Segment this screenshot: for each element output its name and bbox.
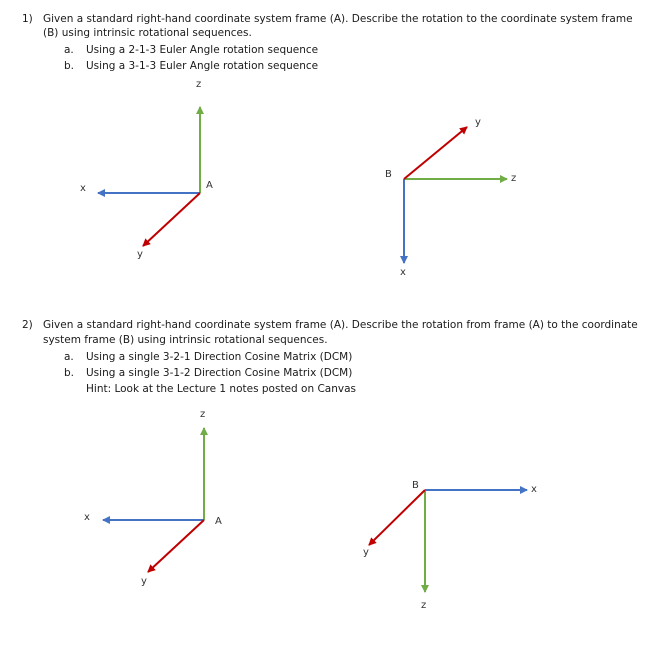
q2-number: 2) (22, 319, 33, 331)
q2-hint: Hint: Look at the Lecture 1 notes posted on Canvas (86, 383, 356, 395)
q2-frame-a-z-label: z (200, 409, 206, 420)
q1-line-2: (B) using intrinsic rotational sequences. (43, 27, 252, 39)
q2-line-2: system frame (B) using intrinsic rotational sequences. (43, 334, 328, 346)
q2-frame-b-x-label: x (531, 484, 537, 495)
q2-line-1: Given a standard right-hand coordinate system frame (A). Describe the rotation from frame (A) to the coordinate (43, 319, 638, 331)
q1-frame-a-y-axis (143, 193, 200, 246)
q1-frame-a-z-label: z (196, 79, 202, 90)
q1-frame-b-x-label: x (400, 267, 406, 278)
q1-item-b-marker: b. (64, 60, 75, 72)
q2-frame-a-x-label: x (84, 512, 90, 523)
q1-item-b-text: Using a 3-1-3 Euler Angle rotation sequence (86, 60, 319, 72)
q1-frame-b-y-axis (404, 127, 467, 179)
q1-number: 1) (22, 13, 33, 25)
q1-line-1: Given a standard right-hand coordinate system frame (A). Describe the rotation to the coordinate system frame (43, 13, 633, 25)
q1-frame-b-y-label: y (475, 117, 481, 128)
q1-frame-a-x-label: x (80, 183, 86, 194)
q2-item-a-text: Using a single 3-2-1 Direction Cosine Matrix (DCM) (86, 351, 353, 363)
q2-item-b-marker: b. (64, 367, 75, 379)
q1-frame-b-z-label: z (511, 173, 517, 184)
q1-item-a-text: Using a 2-1-3 Euler Angle rotation sequence (86, 44, 319, 56)
q2-frame-a (103, 428, 204, 572)
q1-frame-b (404, 127, 507, 263)
q1-frame-a-y-label: y (137, 249, 143, 260)
q2-frame-b-z-label: z (421, 600, 427, 611)
q2-frame-b-name-label: B (412, 480, 419, 491)
q2-frame-a-y-label: y (141, 576, 147, 587)
q2-frame-b-y-axis (369, 490, 425, 545)
q1-item-a-marker: a. (64, 44, 74, 56)
q2-item-b-text: Using a single 3-1-2 Direction Cosine Matrix (DCM) (86, 367, 353, 379)
q2-frame-a-name-label: A (215, 516, 222, 527)
q2-frame-a-y-axis (148, 520, 204, 572)
q2-frame-b-y-label: y (363, 547, 369, 558)
q1-frame-a-name-label: A (206, 180, 213, 191)
q1-frame-a (98, 107, 200, 246)
q2-frame-b (369, 490, 527, 592)
q2-item-a-marker: a. (64, 351, 74, 363)
q1-frame-b-name-label: B (385, 169, 392, 180)
